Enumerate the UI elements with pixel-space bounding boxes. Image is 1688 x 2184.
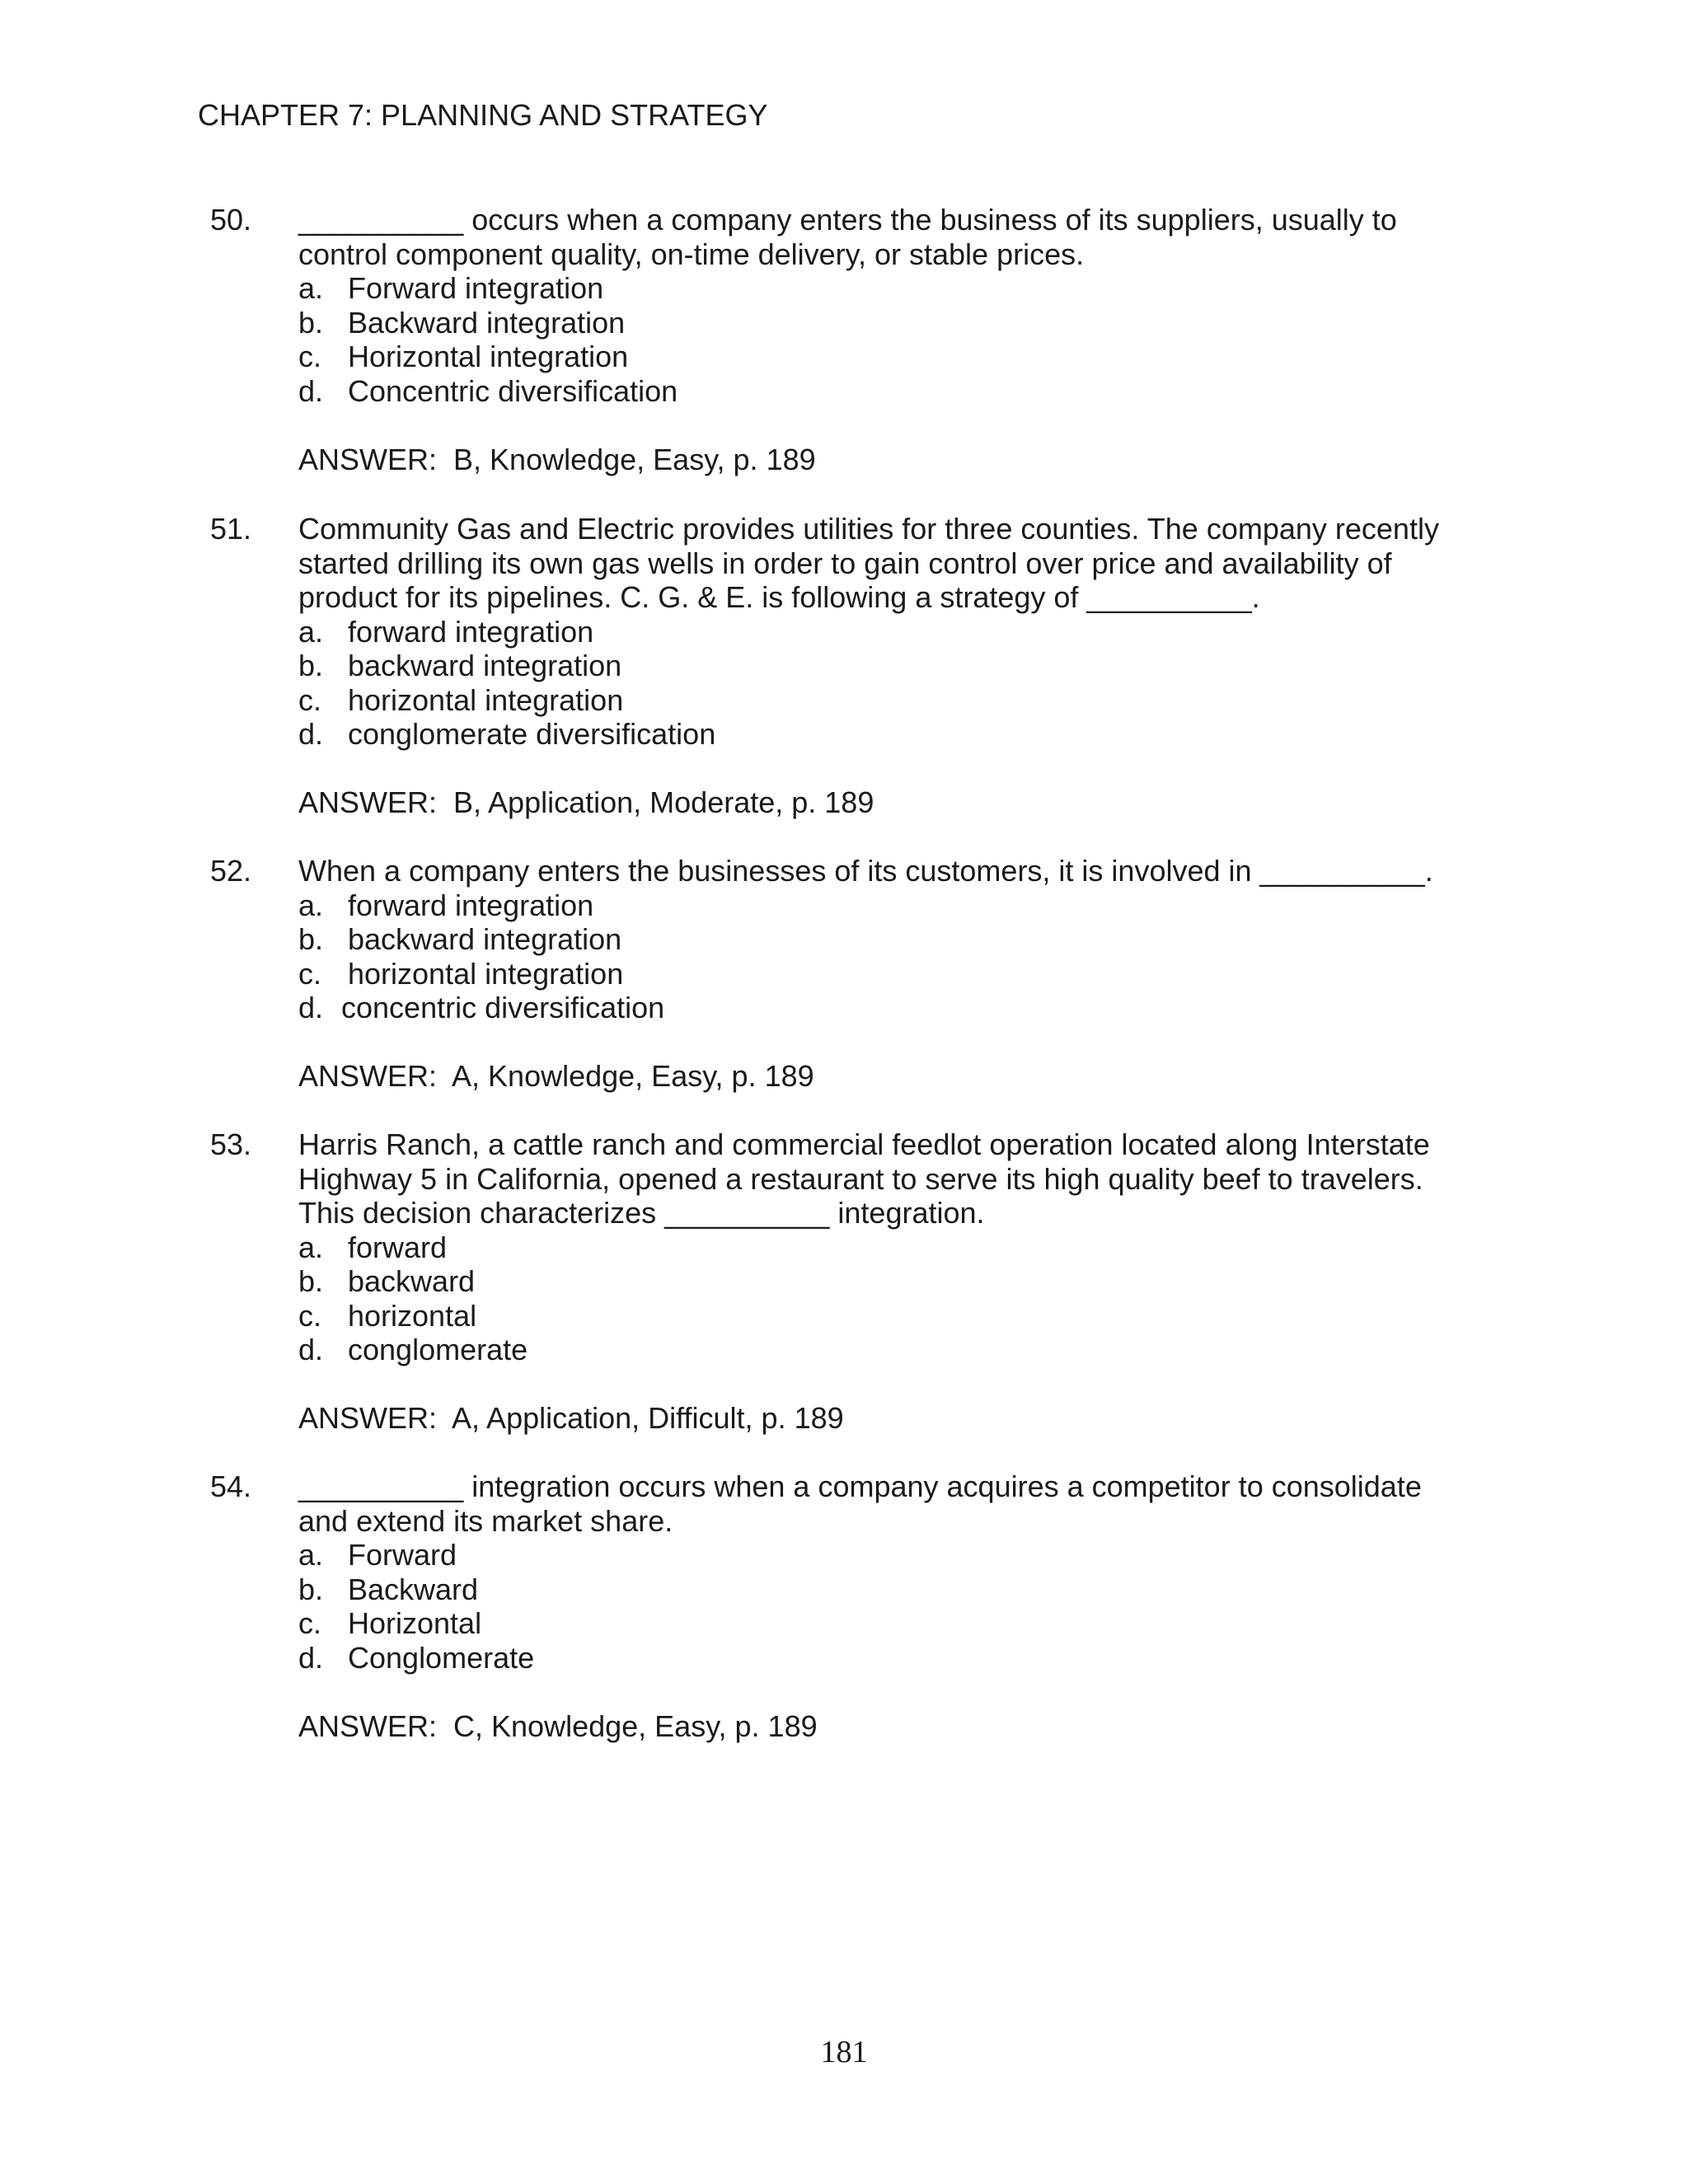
choice-letter: b. [298,922,324,956]
choice-text: Horizontal [348,1606,482,1640]
choice-c [298,957,1502,991]
choice-text: horizontal [348,1298,477,1333]
choice-text: Forward integration [348,271,604,305]
choice-a [298,1230,1502,1265]
choice-letter: d. [298,1640,324,1675]
choice-letter: a. [298,614,324,649]
choice-text: Conglomerate [348,1640,535,1675]
choice-a [298,888,1502,923]
choice-text: conglomerate diversification [348,717,716,751]
answer-key: ANSWER: C, Knowledge, Easy, p. 189 [298,1708,818,1743]
question-text-line: Harris Ranch, a cattle ranch and commercial feedlot operation located along Interstate [298,1127,1430,1161]
choice-b [298,922,1502,957]
page-number: 181 [820,2035,868,2069]
question-body [298,203,1502,476]
question-text-line: control component quality, on-time delivery, or stable prices. [298,237,1085,271]
choice-letter: a. [298,1230,324,1264]
choice-d [298,991,1502,1025]
question-text-line: __________ occurs when a company enters the business of its suppliers, usually to [298,203,1397,237]
choice-text: conglomerate [348,1333,528,1366]
question-number: 54. [210,1469,252,1503]
question-body [298,854,1502,1094]
page-title: CHAPTER 7: PLANNING AND STRATEGY [198,98,768,132]
answer-key: ANSWER: A, Application, Difficult, p. 189 [298,1401,844,1435]
question-text-line: __________ integration occurs when a company acquires a competitor to consolidate [298,1469,1422,1503]
question-number: 50. [210,203,252,237]
choice-text: Concentric diversification [348,373,678,408]
choice-text: Forward [348,1538,457,1572]
choice-letter: a. [298,271,324,305]
choice-text: forward integration [348,888,594,922]
choice-letter: d. [298,717,324,751]
choice-text: forward integration [348,614,594,649]
question-text-line: This decision characterizes __________ integration. [298,1196,985,1230]
choice-letter: a. [298,1538,324,1572]
choice-letter: d. [298,373,324,408]
choice-text: forward [348,1230,448,1264]
choice-text: horizontal integration [348,682,624,717]
question-text-line: When a company enters the businesses of its customers, it is involved in __________. [298,854,1433,888]
choice-b [298,1572,1502,1607]
question-body [298,1469,1502,1743]
question-body [298,512,1502,820]
choice-c [298,340,1502,374]
choice-text: concentric diversification [341,991,665,1024]
choice-letter: d. [298,1333,324,1366]
choice-text: Horizontal integration [348,340,629,373]
choice-a [298,271,1502,306]
answer-key: ANSWER: B, Application, Moderate, p. 189 [298,785,874,819]
choice-letter: b. [298,649,324,682]
choice-text: backward integration [348,649,622,682]
choice-text: Backward integration [348,305,626,340]
choice-letter: d. [298,991,324,1024]
question-text-line: Community Gas and Electric provides utilities for three counties. The company recently [298,512,1439,546]
choice-text: backward integration [348,922,622,956]
answer-key: ANSWER: B, Knowledge, Easy, p. 189 [298,442,816,476]
choice-letter: c. [298,1606,322,1640]
question-number: 53. [210,1127,252,1161]
choice-b [298,649,1502,683]
choice-c [298,1606,1502,1641]
question-body [298,1127,1502,1436]
choice-a [298,1538,1502,1572]
choice-letter: c. [298,956,322,991]
choice-d [298,374,1502,409]
choice-letter: c. [298,682,322,717]
answer-key: ANSWER: A, Knowledge, Easy, p. 189 [298,1059,814,1093]
choice-text: horizontal integration [348,956,624,991]
choice-d [298,717,1502,752]
choice-b [298,1264,1502,1299]
choice-b [298,306,1502,340]
choice-c [298,683,1502,718]
choice-text: backward [348,1264,476,1298]
choice-d [298,1333,1502,1367]
question-number: 52. [210,854,252,888]
choice-c [298,1299,1502,1333]
question-text-line: and extend its market share. [298,1503,673,1538]
choice-a [298,615,1502,649]
choice-letter: b. [298,1264,324,1298]
choice-letter: b. [298,305,324,340]
question-text-line: Highway 5 in California, opened a restaurant to serve its high quality beef to travelers. [298,1161,1423,1196]
choice-letter: c. [298,1298,322,1333]
question-text-line: product for its pipelines. C. G. & E. is following a strategy of __________. [298,580,1260,614]
choice-letter: b. [298,1572,324,1606]
choice-d [298,1641,1502,1675]
choice-letter: c. [298,340,322,373]
question-text-line: started drilling its own gas wells in order to gain control over price and availability of [298,546,1392,580]
question-number: 51. [210,512,252,546]
choice-letter: a. [298,888,324,922]
choice-text: Backward [348,1572,479,1606]
